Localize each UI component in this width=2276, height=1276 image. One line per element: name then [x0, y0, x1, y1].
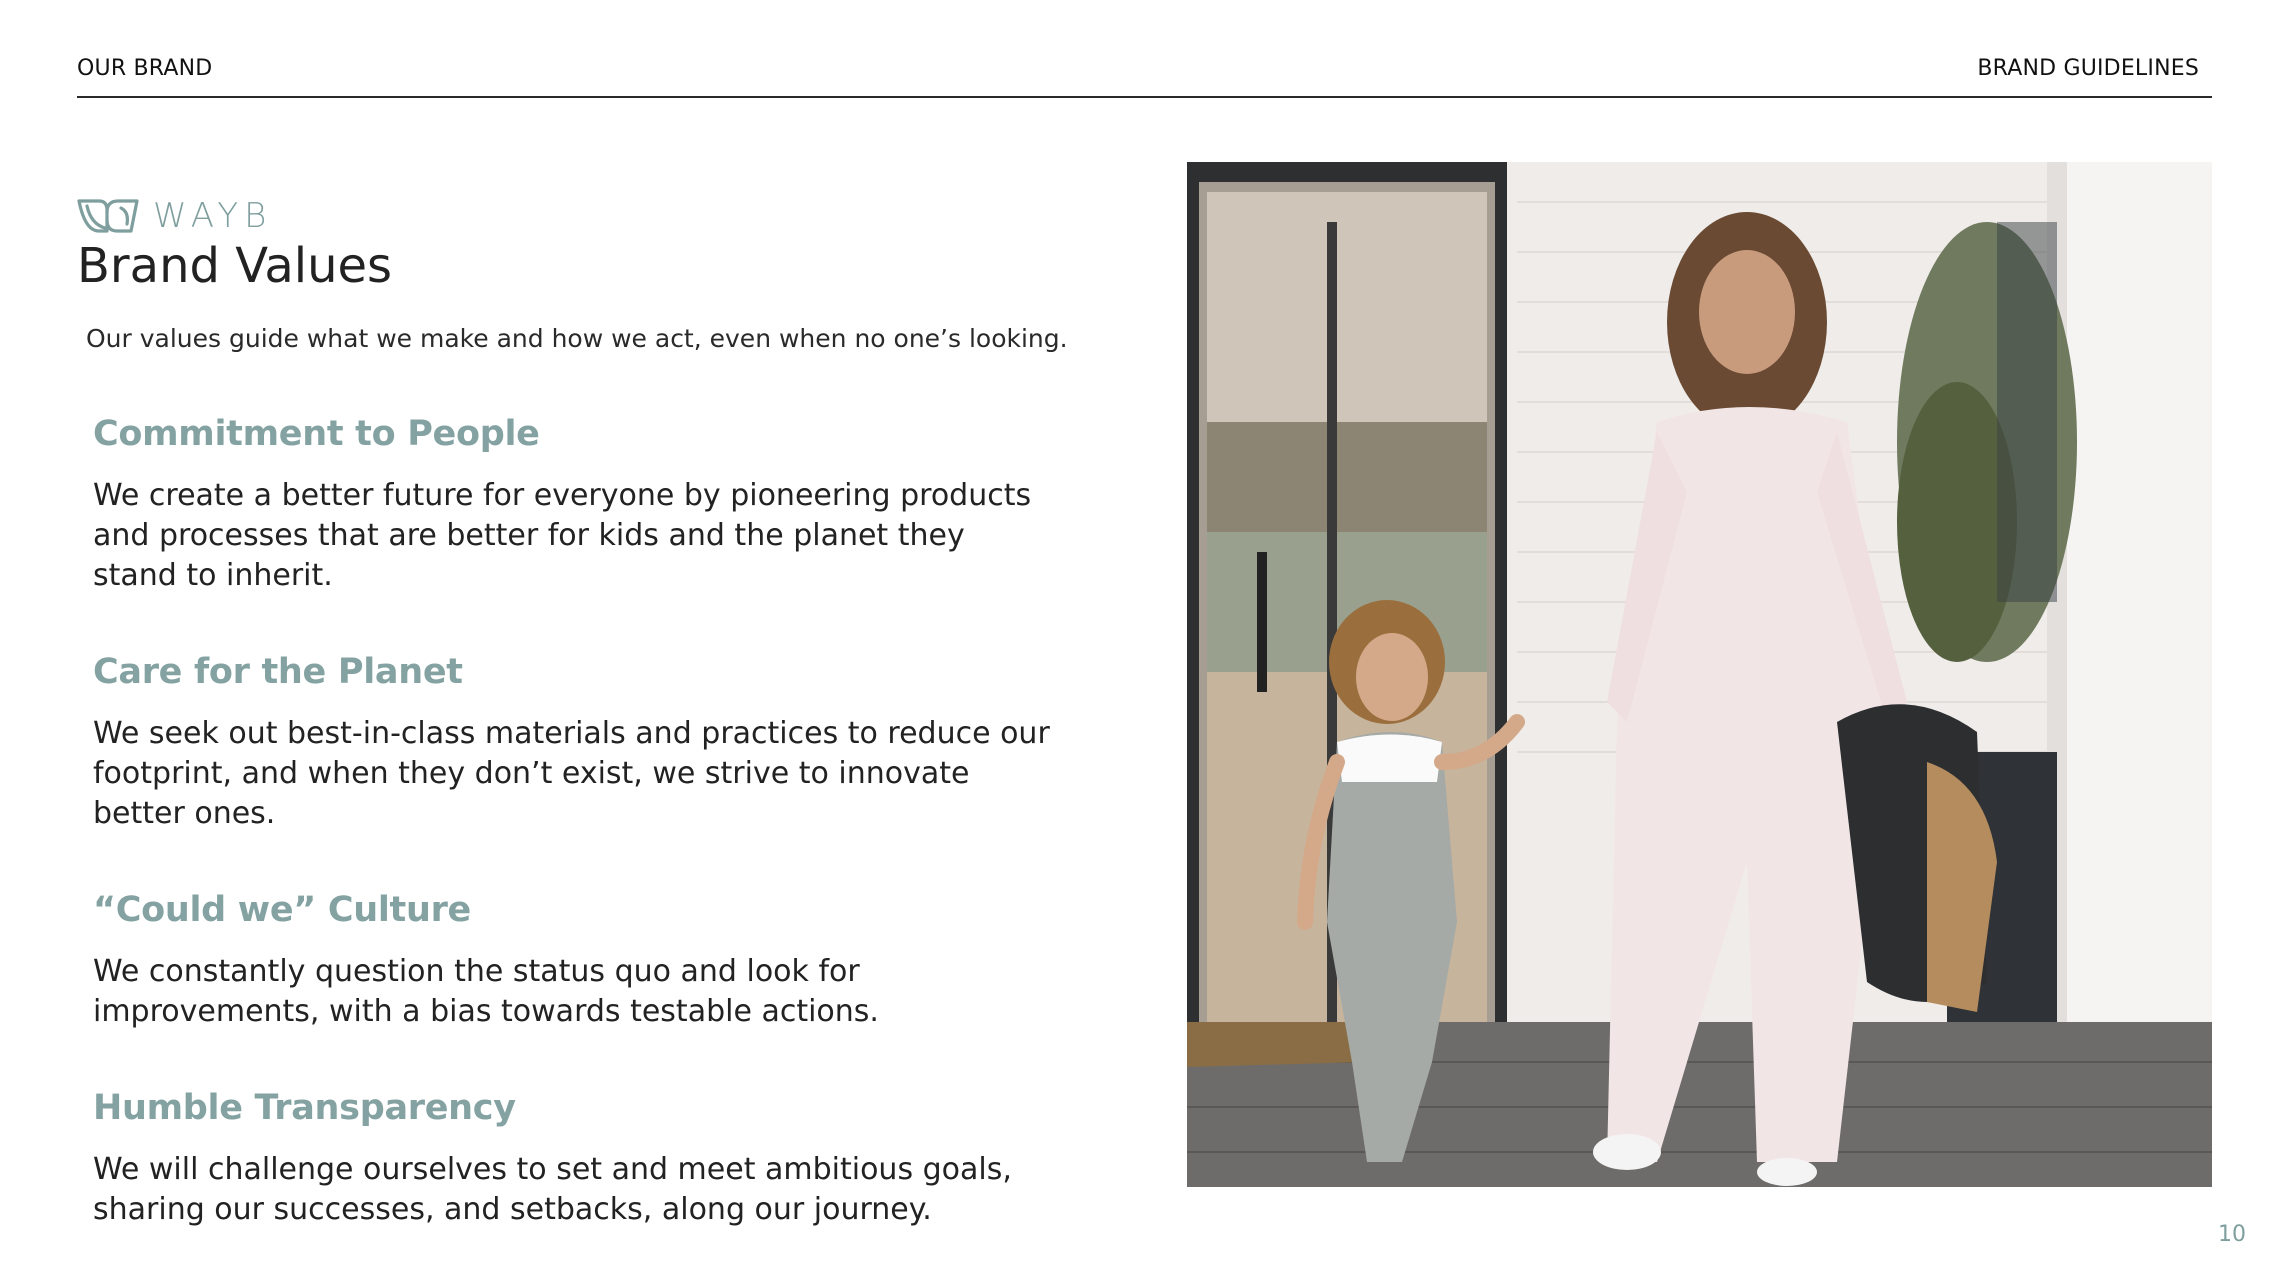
header-section-label: OUR BRAND	[77, 56, 213, 81]
page-title: Brand Values	[77, 238, 393, 294]
value-item	[93, 1088, 1053, 1230]
value-description: We will challenge ourselves to set and meet ambitious goals, sharing our successes, and setbacks, along our journey.	[93, 1152, 1012, 1227]
value-item	[93, 414, 1053, 596]
value-item	[93, 652, 1053, 834]
page-number: 10	[2218, 1222, 2246, 1247]
value-description: We seek out best-in-class materials and practices to reduce our footprint, and when they don’t exist, we strive to innovate better ones.	[93, 716, 1050, 831]
value-heading: Humble Transparency	[93, 1088, 516, 1128]
values-list	[93, 414, 1053, 1230]
value-heading: Care for the Planet	[93, 652, 463, 692]
logo-wordmark: WAYB	[153, 196, 273, 236]
value-description: We create a better future for everyone by pioneering products and processes that are better for kids and the planet they stand to inherit.	[93, 478, 1032, 593]
lifestyle-photo	[1187, 162, 2212, 1187]
value-description: We constantly question the status quo and look for improvements, with a bias towards testable actions.	[93, 954, 879, 1029]
header-divider	[77, 96, 2212, 98]
value-heading: Commitment to People	[93, 414, 540, 454]
header-document-label: BRAND GUIDELINES	[1977, 56, 2199, 81]
wayb-mark-icon	[77, 198, 139, 234]
value-item	[93, 890, 1053, 1032]
intro-text: Our values guide what we make and how we act, even when no one’s looking.	[86, 324, 1068, 353]
photo-illustration	[1187, 162, 2212, 1187]
value-heading: “Could we” Culture	[93, 890, 471, 930]
brand-logo	[77, 196, 272, 236]
